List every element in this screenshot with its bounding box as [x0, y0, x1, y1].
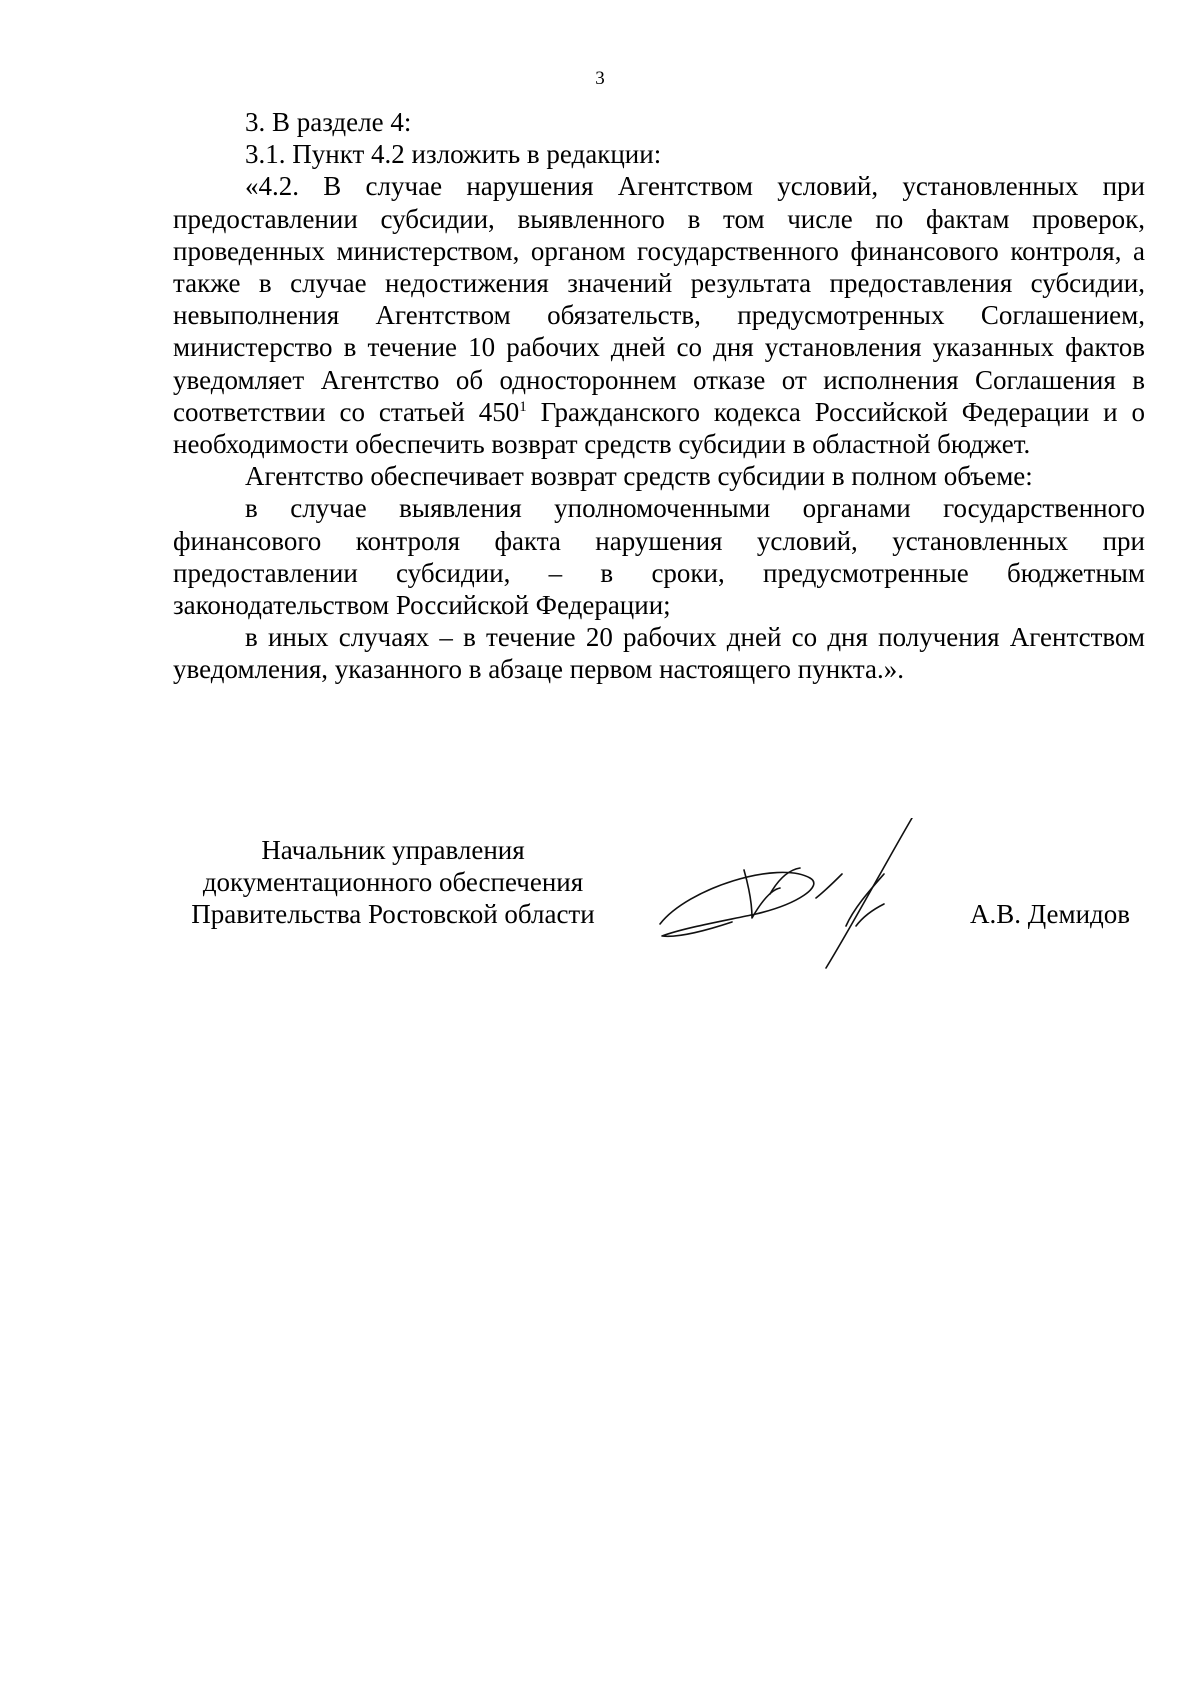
signer-title-line-2: документационного обеспечения	[202, 867, 584, 897]
clause-text-part-1: «4.2. В случае нарушения Агентством условий, установленных при предоставлении субсидии, выявленного в том числе по фактам проверок, проведенных министерством, органом государственного финансового контроля, а также в случае недостижения значений результата предоставления субсидии, невыполнения Агентством обязательств, предусмотренных Соглашением, министерство в течение 10 рабочих дней со дня установления указанных фактов уведомляет Агентство об одностороннем отказе от исполнения Соглашения в соответствии со статьей 450	[173, 171, 1145, 427]
signer-title	[173, 834, 613, 930]
paragraph-refund-case-1: в случае выявления уполномоченными органами государственного финансового контроля факта нарушения условий, установленных при предоставлении субсидии, – в сроки, предусмотренные бюджетным законодательством Российской Федерации;	[173, 493, 1145, 621]
page-number: 3	[595, 68, 605, 89]
document-body	[173, 106, 1145, 686]
clause-text-part-2: Гражданского кодекса Российской Федерации и о необходимости обеспечить возврат средств субсидии в областной бюджет.	[173, 396, 1145, 460]
paragraph-clause-heading: 3.1. Пункт 4.2 изложить в редакции:	[245, 139, 662, 170]
article-superscript: 1	[519, 398, 527, 415]
paragraph-clause-text	[173, 170, 1145, 460]
paragraph-section-heading: 3. В разделе 4:	[245, 107, 412, 137]
signer-title-line-1: Начальник управления	[261, 835, 525, 865]
signer-title-line-3: Правительства Ростовской области	[191, 899, 595, 929]
handwritten-signature	[648, 818, 948, 998]
paragraph-refund-case-2: в иных случаях – в течение 20 рабочих дней со дня получения Агентством уведомления, указанного в абзаце первом настоящего пункта.».	[173, 622, 1145, 685]
paragraph-refund-intro: Агентство обеспечивает возврат средств субсидии в полном объеме:	[245, 461, 1033, 492]
signer-name: А.В. Демидов	[970, 899, 1131, 929]
